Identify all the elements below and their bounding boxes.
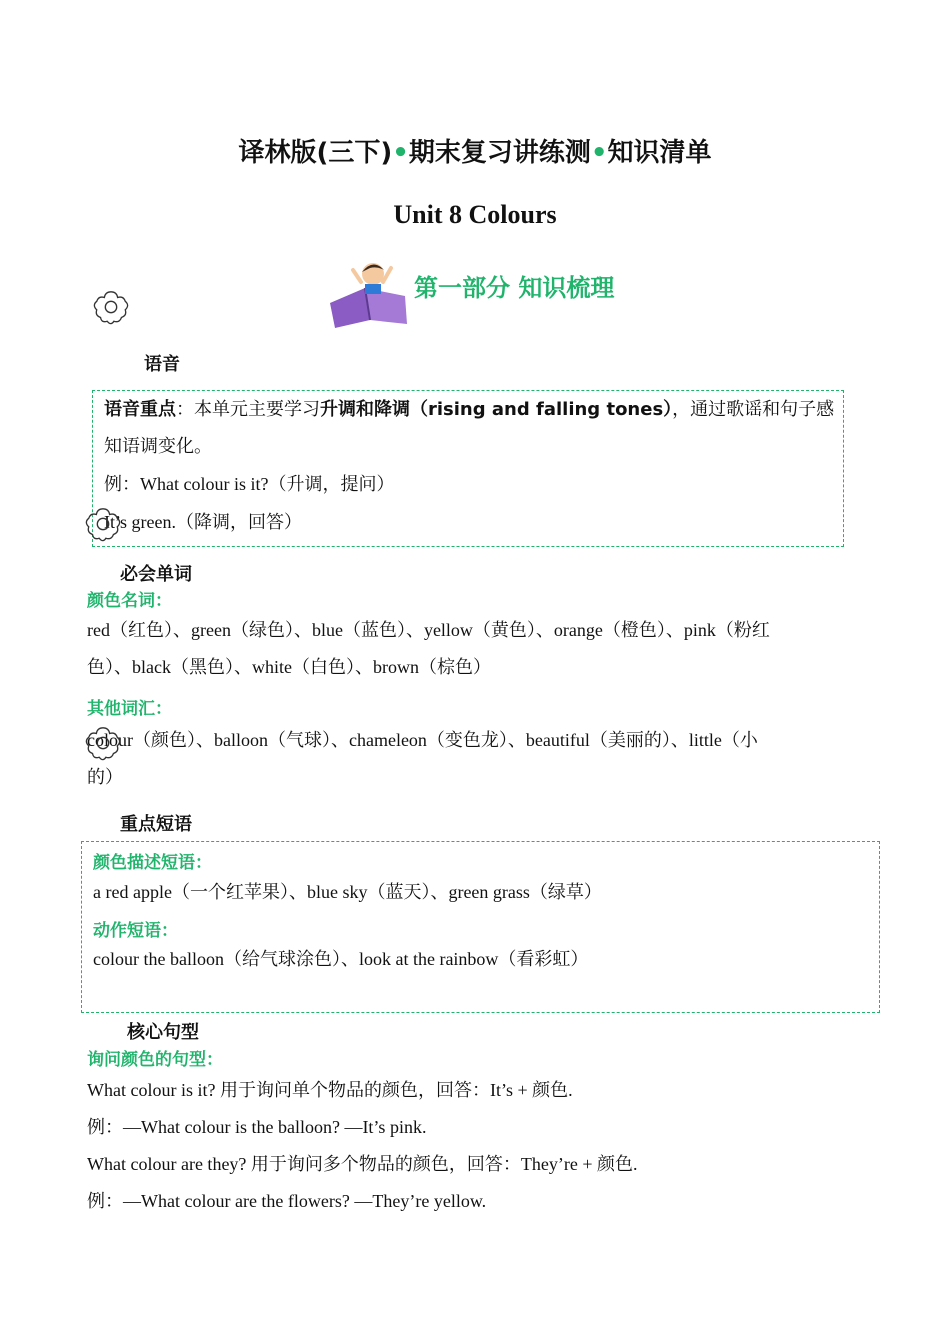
section-heading-sentences: 核心句型	[127, 1022, 199, 1043]
flower-icon	[84, 505, 122, 543]
sentence-line1: What colour is it? 用于询问单个物品的颜色，回答：It’s + 颜色.	[87, 1080, 573, 1100]
unit-title: Unit 8 Colours	[393, 200, 557, 229]
focus-rest: ，通过歌谣和句子感	[672, 399, 835, 420]
pronunciation-example2: It’s green.（降调，回答）	[104, 512, 302, 532]
pronunciation-focus-line	[104, 391, 834, 428]
flower-icon	[84, 724, 122, 762]
focus-label: 语音重点	[104, 399, 176, 420]
other-words-line2: 的）	[87, 767, 123, 787]
colour-nouns-line1: red（红色）、green（绿色）、blue（蓝色）、yellow（黄色）、orange（橙色）、pink（粉红	[87, 620, 770, 640]
other-words-label: 其他词汇：	[87, 699, 172, 719]
colour-nouns-label: 颜色名词：	[87, 591, 172, 611]
pronunciation-line2: 知语调变化。	[104, 436, 212, 457]
sentence-line3: What colour are they? 用于询问多个物品的颜色，回答：They’re + 颜色.	[87, 1154, 638, 1174]
focus-intro: ：本单元主要学习	[176, 399, 320, 420]
section-heading-pronunciation: 语音	[144, 354, 180, 375]
colour-nouns-line2: 色）、black（黑色）、white（白色）、brown（棕色）	[87, 657, 491, 677]
focus-tones: 升调和降调（rising and falling tones）	[320, 399, 673, 420]
action-phrases-line: colour the balloon（给气球涂色）、look at the rainbow（看彩虹）	[93, 949, 589, 969]
section-heading-phrases: 重点短语	[120, 814, 192, 835]
sentence-line2: 例：—What colour is the balloon? —It’s pink.	[87, 1117, 427, 1137]
title-dot: •	[590, 138, 608, 168]
title-series: 期末复习讲练测	[408, 138, 591, 168]
title-publisher: 译林版(三下)	[238, 138, 393, 168]
flower-icon	[92, 288, 130, 326]
title-type: 知识清单	[607, 138, 712, 168]
section-heading-words: 必会单词	[120, 564, 192, 585]
pronunciation-example1: 例：What colour is it?（升调，提问）	[104, 474, 395, 494]
describe-phrases-line: a red apple（一个红苹果）、blue sky（蓝天）、green grass（绿草）	[93, 882, 602, 902]
part-label: 第一部分 知识梳理	[414, 274, 615, 302]
sentence-line4: 例：—What colour are the flowers? —They’re yellow.	[87, 1191, 487, 1211]
action-phrases-label: 动作短语：	[93, 921, 178, 941]
title-dot: •	[392, 138, 409, 168]
describe-phrases-label: 颜色描述短语：	[93, 853, 212, 873]
other-words-line1: colour（颜色）、balloon（气球）、chameleon（变色龙）、beautiful（美丽的）、little（小	[87, 730, 758, 750]
document-title	[0, 132, 950, 169]
ask-colour-label: 询问颜色的句型：	[87, 1050, 223, 1070]
reading-boy-book-icon	[325, 258, 415, 328]
